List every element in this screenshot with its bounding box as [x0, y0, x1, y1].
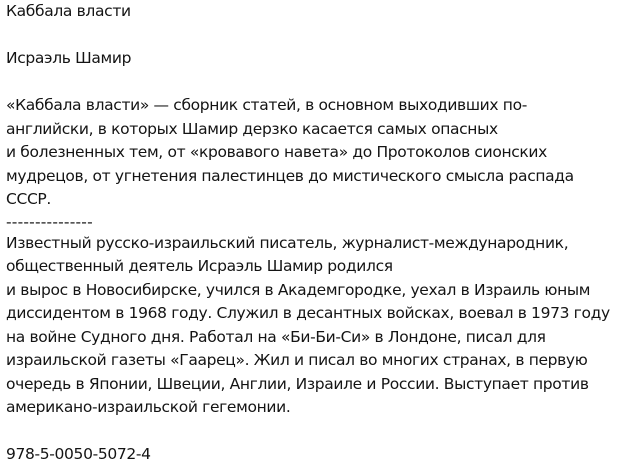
author-bio-paragraph: [6, 232, 626, 420]
book-author: Исраэль Шамир: [6, 49, 132, 67]
bio-line: израильской газеты «Гаарец». Жил и писал во многих странах, в первую: [6, 351, 588, 369]
book-title: Каббала власти: [6, 2, 131, 20]
description-line: СССР.: [6, 190, 51, 208]
document: [6, 0, 626, 467]
description-paragraph: [6, 94, 626, 212]
bio-line: общественный деятель Исраэль Шамир родился: [6, 257, 393, 275]
bio-line: американо-израильской гегемонии.: [6, 398, 291, 416]
description-line: мудрецов, от угнетения палестинцев до мистического смысла распада: [6, 166, 574, 185]
bio-line: диссидентом в 1968 году. Служил в десантных войсках, воевал в 1973 году: [6, 304, 610, 322]
separator-line: ---------------: [6, 212, 93, 231]
description-line: «Каббала власти» — сборник статей, в основном выходивших по-: [6, 96, 527, 114]
bio-line: Известный русско-израильский писатель, журналист-международник,: [6, 233, 569, 252]
description-line: английски, в которых Шамир дерзко касается самых опасных: [6, 119, 498, 138]
bio-line: на войне Судного дня. Работал на «Би-Би-Си» в Лондоне, писал для: [6, 327, 546, 346]
blank-line: [6, 420, 626, 444]
isbn: 978-5-0050-5072-4: [6, 445, 151, 463]
blank-line: [6, 24, 626, 48]
bio-line: очередь в Японии, Швеции, Англии, Израиле и России. Выступает против: [6, 374, 589, 393]
blank-line: [6, 71, 626, 95]
bio-line: и вырос в Новосибирске, учился в Академгородке, уехал в Израиль юным: [6, 280, 591, 299]
description-line: и болезненных тем, от «кровавого навета» до Протоколов сионских: [6, 143, 547, 161]
